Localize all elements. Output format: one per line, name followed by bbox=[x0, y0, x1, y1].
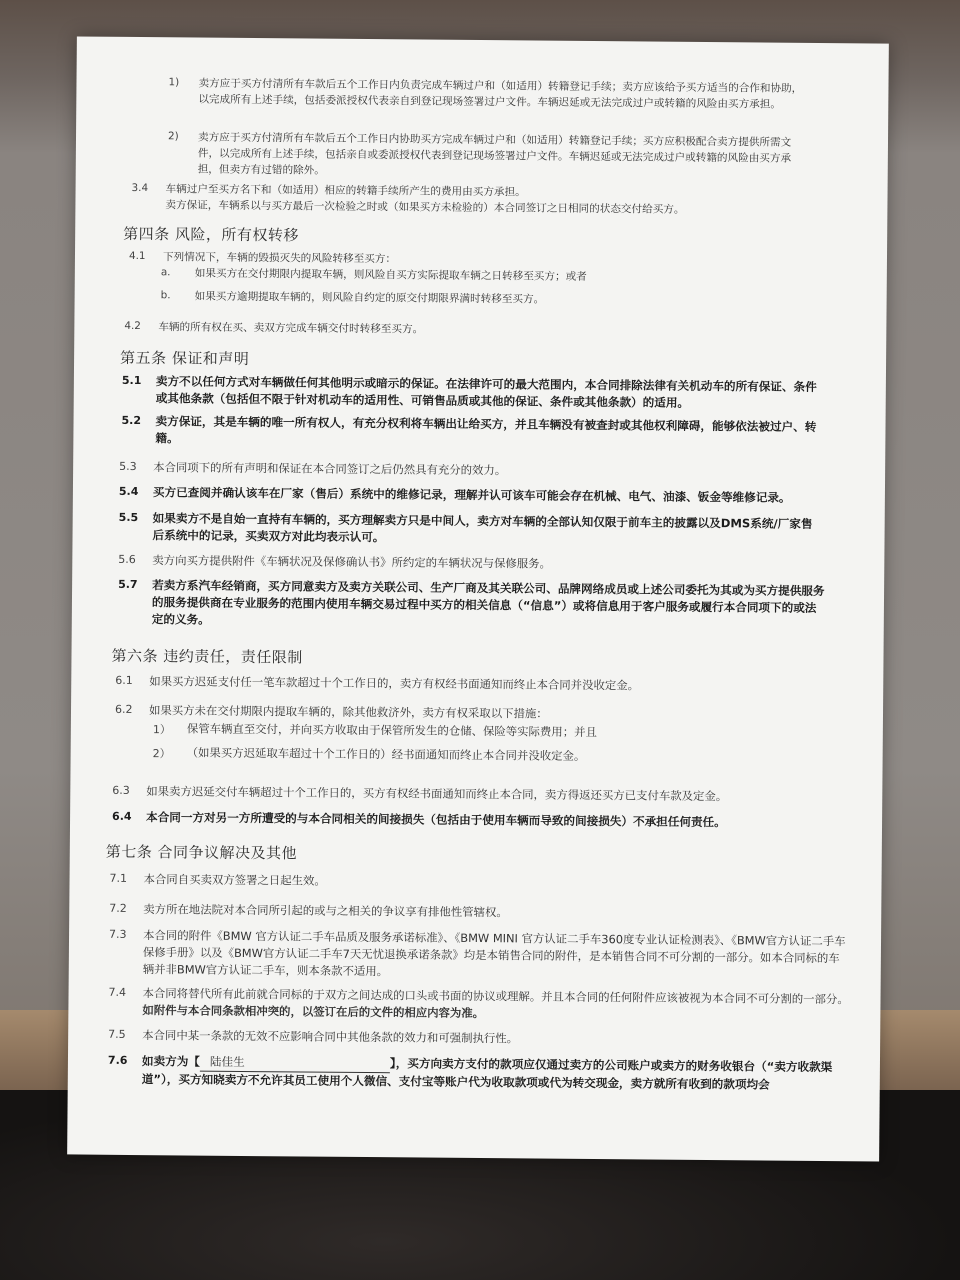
clause-3-4 bbox=[131, 181, 811, 219]
clause-text bbox=[165, 181, 684, 218]
item-text: 保管车辆直至交付，并向买方收取由于保管所发生的仓储、保险等实际费用；并且 bbox=[186, 721, 597, 740]
clause-text: 若卖方系汽车经销商，买方同意卖方及卖方关联公司、生产厂商及其关联公司、品牌网络成员或上述公司委托为其或为买方提供服务的服务提供商在专业服务的范围内使用车辆交易过程中买方的相关信息（“信息”）或将信息用于客户服务或履行本合同项下的或法定的义务。 bbox=[151, 578, 825, 627]
item-number: 1) bbox=[168, 76, 180, 89]
clause-text: 下列情况下，车辆的毁损灭失的风险转移至买方： bbox=[162, 251, 397, 266]
clause-number: 5.1 bbox=[121, 373, 142, 388]
clause-number: 4.1 bbox=[128, 249, 146, 263]
clause-text: 本合同项下的所有声明和保证在本合同签订之后仍然具有充分的效力。 bbox=[153, 460, 507, 478]
clause-body: 】，买方向卖方支付的款项应仅通过卖方的公司账户或卖方的财务收银台（“卖方收款渠道”），买方知晓卖方不允许其员工使用个人微信、支付宝等账户代为收取款项或代为转交现金，卖方就所有收到的款项均会 bbox=[141, 1056, 833, 1092]
clause-4-2 bbox=[124, 319, 804, 341]
clause-6-2-item-2 bbox=[153, 744, 833, 767]
clause-number: 7.3 bbox=[109, 927, 127, 941]
item-text: （如果买方迟延取车超过十个工作日的）经书面通知而终止本合同并没收定金。 bbox=[186, 745, 586, 763]
clause-number: 5.7 bbox=[118, 577, 138, 592]
clause-number: 7.6 bbox=[107, 1053, 128, 1067]
clause-7-3 bbox=[109, 927, 851, 984]
clause-text: 本合同一方对另一方所遭受的与本合同相关的间接损失（包括由于使用车辆而导致的间接损失）不承担任何责任。 bbox=[146, 810, 726, 830]
clause-5-3 bbox=[119, 459, 819, 482]
clause-text: 本合同自买卖双方签署之日起生效。 bbox=[143, 872, 326, 888]
clause-text bbox=[142, 985, 850, 1025]
clause-number: 5.5 bbox=[118, 510, 139, 525]
clause-text bbox=[142, 1053, 850, 1094]
clause-6-4 bbox=[112, 809, 834, 832]
clause-number: 6.4 bbox=[112, 809, 132, 823]
clause-5-6 bbox=[118, 552, 818, 575]
clause-7-6 bbox=[108, 1053, 850, 1094]
clause-number: 7.1 bbox=[109, 871, 128, 885]
item-letter: a. bbox=[160, 266, 171, 279]
clause-5-7 bbox=[118, 577, 828, 634]
clause-3-3-item-2 bbox=[168, 129, 808, 183]
clause-text-line-1: 车辆过户至买方名下和（如适用）相应的转籍手续所产生的费用由买方承担。 bbox=[165, 183, 526, 199]
clause-number: 5.6 bbox=[118, 552, 136, 567]
seller-name-field[interactable]: 陆佳生 bbox=[200, 1054, 390, 1074]
item-number: 2） bbox=[152, 747, 171, 761]
clause-number: 5.4 bbox=[118, 484, 139, 499]
clause-number: 4.2 bbox=[124, 319, 141, 333]
clause-text: 如果卖方迟延交付车辆超过十个工作日的，买方有权经书面通知而终止本合同，卖方得返还买方已支付车款及定金。 bbox=[146, 784, 728, 804]
article-4-heading: 第四条 风险，所有权转移 bbox=[123, 224, 300, 245]
clause-text: 本合同的附件《BMW 官方认证二手车品质及服务承诺标准》、《BMW MINI 官方认证二手车360度专业认证检测表》、《BMW官方认证二手车保修手册》以及《BMW官方认证二手车7天无忧退换承诺条款》均是本销售合同的附件，是本销售合同不可分割的一部分。如本合同标的车辆并非BMW官方认证二手车，则本条款不适用。 bbox=[142, 928, 846, 979]
clause-number: 7.4 bbox=[108, 985, 127, 999]
item-number: 1） bbox=[152, 723, 171, 737]
item-text: 如果买方在交付期限内提取车辆，则风险自买方实际提取车辆之日转移至买方；或者 bbox=[194, 267, 587, 283]
clause-text: 卖方所在地法院对本合同所引起的或与之相关的争议享有排他性管辖权。 bbox=[143, 902, 508, 920]
clause-text: 卖方不以任何方式对车辆做任何其他明示或暗示的保证。在法律许可的最大范围内，本合同排除法律有关机动车的所有保证、条件或其他条款（包括但不限于针对机动车的适用性、可销售品质或其他的保证、条件或其他条款）的适用。 bbox=[155, 374, 817, 410]
clause-prefix: 如卖方为【 bbox=[141, 1054, 200, 1069]
clause-text-regular: 本合同将替代所有此前就合同标的于双方之间达成的口头或书面的协议或理解。并且本合同的任何附件应该被视为本合同不可分割的一部分。 bbox=[142, 986, 849, 1007]
contract-content bbox=[67, 36, 889, 1161]
clause-4-1-b bbox=[161, 288, 801, 310]
contract-page bbox=[67, 36, 889, 1161]
clause-text: 卖方保证，其是车辆的唯一所有权人，有充分权利将车辆出让给买方，并且车辆没有被查封或其他权利障碍，能够依法被过户、转籍。 bbox=[155, 414, 817, 446]
clause-text: 卖方向买方提供附件《车辆状况及保修确认书》所约定的车辆状况与保修服务。 bbox=[152, 553, 552, 571]
clause-5-5 bbox=[118, 510, 823, 550]
clause-number: 5.3 bbox=[119, 459, 137, 474]
clause-text: 如果买方迟延支付任一笔车款超过十个工作日的，卖方有权经书面通知而终止本合同并没收定金。 bbox=[149, 674, 640, 693]
clause-number: 7.2 bbox=[109, 901, 127, 915]
clause-5-2 bbox=[121, 413, 821, 453]
clause-5-4 bbox=[119, 484, 819, 507]
item-number: 2) bbox=[167, 130, 179, 143]
clause-3-3-item-1 bbox=[168, 75, 808, 113]
clause-number: 5.2 bbox=[121, 413, 142, 428]
clause-7-4 bbox=[108, 985, 850, 1025]
clause-number: 7.5 bbox=[108, 1027, 126, 1041]
clause-7-2 bbox=[109, 901, 849, 924]
clause-text: 车辆的所有权在买、卖双方完成车辆交付时转移至买方。 bbox=[158, 321, 424, 336]
clause-text: 如果买方未在交付期限内提取车辆的，除其他救济外，卖方有权采取以下措施： bbox=[148, 703, 548, 721]
clause-6-1 bbox=[115, 673, 835, 696]
clause-text-line-2: 卖方保证，车辆系以与买方最后一次检验之时或（如果买方未检验的）本合同签订之日相同的状态交付给买方。 bbox=[165, 199, 685, 216]
item-text: 卖方应于买方付清所有车款后五个工作日内负责完成车辆过户和（如适用）转籍登记手续；卖方应该给予买方适当的合作和协助，以完成所有上述手续，包括委派授权代表亲自到登记现场签署过户文件。车辆迟延或无法完成过户或转籍的风险由买方承担。 bbox=[198, 77, 803, 111]
clause-number: 6.3 bbox=[112, 783, 130, 797]
clause-number: 3.4 bbox=[131, 181, 149, 195]
clause-number: 6.2 bbox=[114, 702, 133, 716]
item-text: 如果买方逾期提取车辆的，则风险自约定的原交付期限界满时转移至买方。 bbox=[194, 290, 545, 306]
clause-7-5 bbox=[108, 1027, 850, 1050]
clause-text: 本合同中某一条款的无效不应影响合同中其他条款的效力和可强制执行性。 bbox=[142, 1028, 519, 1046]
clause-5-1 bbox=[122, 373, 822, 413]
clause-text: 如果卖方不是自始一直持有车辆的，买方理解卖方只是中间人，卖方对车辆的全部认知仅限于前车主的披露以及DMS系统/厂家售后系统中的记录，买卖双方对此均表示认可。 bbox=[152, 511, 813, 545]
item-text: 卖方应于买方付清所有车款后五个工作日内协助买方完成车辆过户和（如适用）转籍登记手续；买方应积极配合卖方提供所需文件，以完成所有上述手续，包括亲自或委派授权代表到登记现场签署过户文件。车辆迟延或无法完成过户或转籍的风险由买方承担，但卖方有过错的除外。 bbox=[197, 131, 792, 177]
item-letter: b. bbox=[160, 289, 171, 302]
clause-number: 6.1 bbox=[115, 673, 133, 687]
clause-6-3 bbox=[112, 783, 834, 806]
article-7-heading: 第七条 合同争议解决及其他 bbox=[105, 842, 298, 863]
clause-text-bold: 如附件与本合同条款相冲突的，以签订在后的文件的相应内容为准。 bbox=[142, 1003, 485, 1021]
clause-7-1 bbox=[109, 871, 849, 894]
clause-text: 买方已查阅并确认该车在厂家（售后）系统中的维修记录，理解并认可该车可能会存在机械、电气、油漆、钣金等维修记录。 bbox=[152, 485, 791, 505]
article-6-heading: 第六条 违约责任，责任限制 bbox=[111, 646, 303, 667]
article-5-heading: 第五条 保证和声明 bbox=[120, 348, 250, 368]
